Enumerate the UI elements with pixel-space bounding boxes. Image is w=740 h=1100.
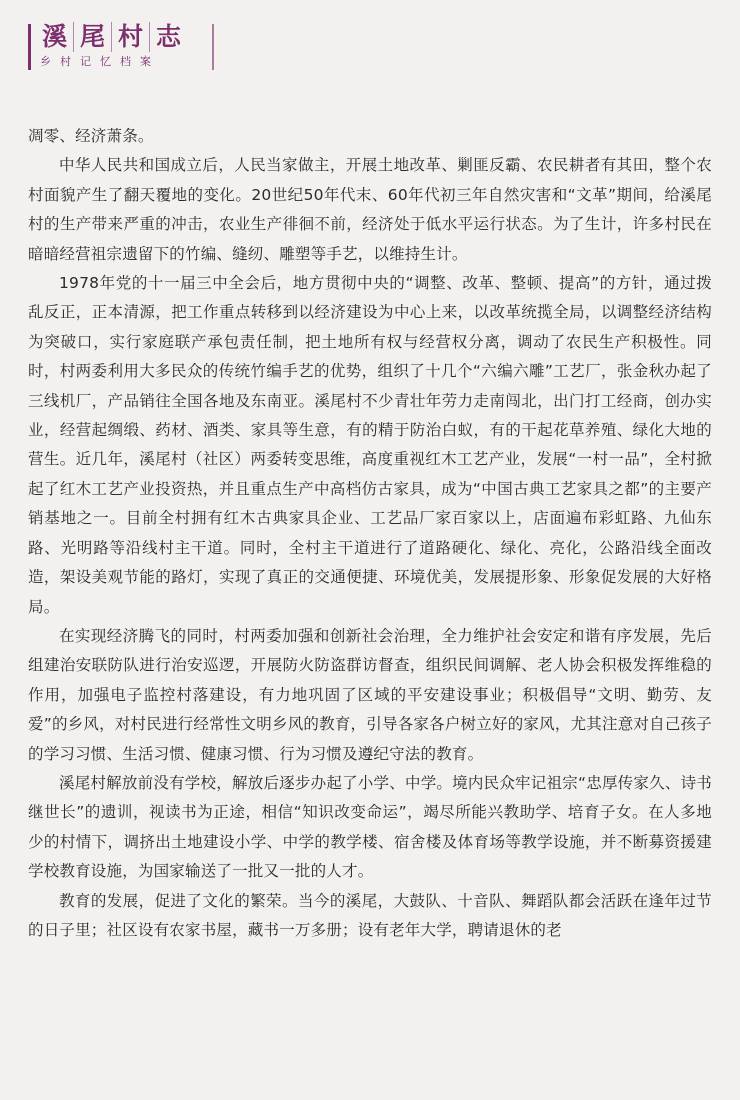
book-title-char: 尾 — [73, 22, 111, 52]
paragraph: 在实现经济腾飞的同时，村两委加强和创新社会治理，全力维护社会安定和谐有序发展，先后组建治安联防队进行治安巡逻，开展防火防盗群访督查，组织民间调解、老人协会积极发挥维稳的作用，加强电子监控村落建设，有力地巩固了区域的平安建设事业；积极倡导“文明、勤劳、友爱”的乡风，对村民进行经常性文明乡风的教育，引导各家各户树立好的家风，尤其注意对自己孩子的学习习惯、生活习惯、健康习惯、行为习惯及遵纪守法的教育。 — [28, 626, 712, 763]
book-title — [36, 22, 187, 52]
book-title-char: 溪 — [41, 22, 67, 51]
paragraph: 溪尾村解放前没有学校，解放后逐步办起了小学、中学。境内民众牢记祖宗“忠厚传家久、诗书继世长”的遗训，视读书为正途，相信“知识改变命运”，竭尽所能兴教助学、培育子女。在人多地少的村情下，调挤出土地建设小学、中学的教学楼、宿舍楼及体育场等教学设施，并不断募资援建学校教育设施，为国家输送了一批又一批的人才。 — [28, 773, 712, 881]
paragraph: 中华人民共和国成立后，人民当家做主，开展土地改革、剿匪反霸、农民耕者有其田，整个农村面貌产生了翻天覆地的变化。20世纪50年代末、60年代初三年自然灾害和“文革”期间，给溪尾村的生产带来严重的冲击，农业生产徘徊不前，经济处于低水平运行状态。为了生计，许多村民在暗暗经营祖宗遗留下的竹编、缝纫、雕塑等手艺，以维持生计。 — [28, 156, 712, 263]
paragraph: 凋零、经济萧条。 — [28, 127, 154, 145]
book-title-char: 村 — [111, 22, 149, 52]
header-accent-bar — [28, 24, 31, 70]
page-header — [28, 22, 198, 72]
book-subtitle: 乡村记忆档案 — [40, 55, 160, 68]
body-text — [28, 122, 712, 945]
book-title-char: 志 — [149, 22, 187, 52]
header-divider — [212, 24, 214, 70]
paragraph: 教育的发展，促进了文化的繁荣。当今的溪尾，大鼓队、十音队、舞蹈队都会活跃在逢年过节的日子里；社区设有农家书屋，藏书一万多册；设有老年大学，聘请退休的老 — [28, 891, 712, 939]
paragraph: 1978年党的十一届三中全会后，地方贯彻中央的“调整、改革、整顿、提高”的方针，通过拨乱反正，正本清源，把工作重点转移到以经济建设为中心上来，以改革统揽全局，以调整经济结构为突破口，实行家庭联产承包责任制，把土地所有权与经营权分离，调动了农民生产积极性。同时，村两委利用大多民众的传统竹编手艺的优势，组织了十几个“六编六雕”工艺厂，张金秋办起了三线机厂，产品销往全国各地及东南亚。溪尾村不少青壮年劳力走南闯北，出门打工经商，创办实业，经营起绸缎、药材、酒类、家具等生意，有的精于防治白蚁，有的干起花草养殖、绿化大地的营生。近几年，溪尾村（社区）两委转变思维，高度重视红木工艺产业，发展“一村一品”，全村掀起了红木工艺产业投资热，并且重点生产中高档仿古家具，成为“中国古典工艺家具之都”的主要产销基地之一。目前全村拥有红木古典家具企业、工艺品厂家百家以上，店面遍布彩虹路、九仙东路、光明路等沿线村主干道。同时，全村主干道进行了道路硬化、绿化、亮化，公路沿线全面改造，架设美观节能的路灯，实现了真正的交通便捷、环境优美，发展提形象、形象促发展的大好格局。 — [28, 274, 712, 616]
